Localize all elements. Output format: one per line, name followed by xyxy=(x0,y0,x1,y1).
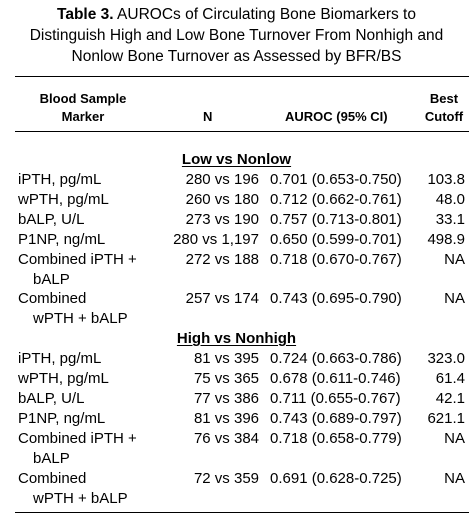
cell-n: 280 vs 196 xyxy=(185,171,259,188)
header-marker xyxy=(18,90,148,126)
title-line-1: AUROCs of Circulating Bone Biomarkers to xyxy=(117,6,416,23)
cell-auroc: 0.724 (0.663-0.786) xyxy=(270,350,402,367)
cell-auroc: 0.701 (0.653-0.750) xyxy=(270,171,402,188)
cell-cutoff: 48.0 xyxy=(435,191,465,208)
cell-marker: Combined wPTH + bALP xyxy=(18,470,128,507)
cell-auroc: 0.678 (0.611-0.746) xyxy=(270,370,401,387)
cell-n: 75 vs 365 xyxy=(193,370,259,387)
cell-n: 72 vs 359 xyxy=(193,470,259,487)
cell-cutoff: 33.1 xyxy=(435,211,465,228)
group-title-low-vs-nonlow: Low vs Nonlow xyxy=(181,151,292,168)
cell-marker: wPTH, pg/mL xyxy=(18,370,109,387)
cell-cutoff: 323.0 xyxy=(427,350,465,367)
cell-cutoff: NA xyxy=(444,470,465,487)
cell-marker: bALP, U/L xyxy=(18,390,85,407)
title-line-2: Distinguish High and Low Bone Turnover From Nonhigh and xyxy=(29,27,444,44)
bottom-rule xyxy=(15,512,469,513)
cell-cutoff: 61.4 xyxy=(435,370,465,387)
header-marker-line2: Marker xyxy=(61,109,105,124)
cell-marker: bALP, U/L xyxy=(18,211,85,228)
cell-auroc: 0.691 (0.628-0.725) xyxy=(270,470,402,487)
header-cutoff-line1: Best xyxy=(429,91,459,106)
header-marker-line1: Blood Sample xyxy=(39,91,127,106)
cell-cutoff: NA xyxy=(444,251,465,268)
cell-marker: Combined wPTH + bALP xyxy=(18,290,128,327)
cell-auroc: 0.712 (0.662-0.761) xyxy=(270,191,402,208)
cell-marker: iPTH, pg/mL xyxy=(18,350,102,367)
table-label: Table 3. xyxy=(57,6,114,23)
cell-auroc: 0.743 (0.695-0.790) xyxy=(270,290,402,307)
cell-auroc: 0.718 (0.658-0.779) xyxy=(270,430,402,447)
cell-marker: P1NP, ng/mL xyxy=(18,231,106,248)
table-title xyxy=(0,4,473,67)
header-auroc: AUROC (95% CI) xyxy=(285,109,388,124)
group-title-high-vs-nonhigh: High vs Nonhigh xyxy=(176,330,297,347)
cell-marker: iPTH, pg/mL xyxy=(18,171,102,188)
cell-cutoff: 498.9 xyxy=(427,231,465,248)
header-cutoff xyxy=(420,90,468,126)
cell-cutoff: NA xyxy=(444,290,465,307)
cell-n: 77 vs 386 xyxy=(193,390,259,407)
cell-cutoff: 42.1 xyxy=(435,390,465,407)
cell-cutoff: 103.8 xyxy=(427,171,465,188)
cell-auroc: 0.757 (0.713-0.801) xyxy=(270,211,402,228)
top-rule xyxy=(15,76,469,77)
cell-n: 272 vs 188 xyxy=(185,251,259,268)
cell-auroc: 0.711 (0.655-0.767) xyxy=(270,390,401,407)
cell-n: 280 vs 1,197 xyxy=(173,231,259,248)
cell-auroc: 0.718 (0.670-0.767) xyxy=(270,251,402,268)
cell-n: 76 vs 384 xyxy=(193,430,259,447)
cell-cutoff: 621.1 xyxy=(427,410,465,427)
header-rule xyxy=(15,131,469,132)
cell-auroc: 0.743 (0.689-0.797) xyxy=(270,410,402,427)
cell-n: 257 vs 174 xyxy=(185,290,259,307)
cell-marker: Combined iPTH + bALP xyxy=(18,430,137,467)
cell-n: 273 vs 190 xyxy=(185,211,259,228)
cell-marker: Combined iPTH + bALP xyxy=(18,251,137,288)
cell-n: 260 vs 180 xyxy=(185,191,259,208)
cell-n: 81 vs 395 xyxy=(193,350,259,367)
header-cutoff-line2: Cutoff xyxy=(424,109,464,124)
cell-cutoff: NA xyxy=(444,430,465,447)
cell-auroc: 0.650 (0.599-0.701) xyxy=(270,231,402,248)
cell-marker: wPTH, pg/mL xyxy=(18,191,109,208)
title-line-3: Nonlow Bone Turnover as Assessed by BFR/BS xyxy=(71,48,402,65)
cell-marker: P1NP, ng/mL xyxy=(18,410,106,427)
header-n: N xyxy=(203,109,213,124)
cell-n: 81 vs 396 xyxy=(193,410,259,427)
